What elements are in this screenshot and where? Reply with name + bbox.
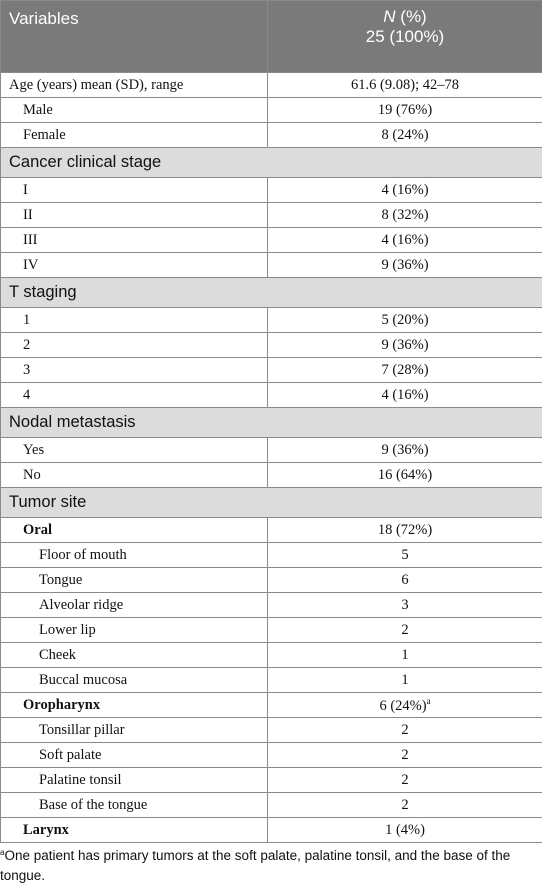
row-label: 1 xyxy=(1,308,268,333)
row-label: Age (years) mean (SD), range xyxy=(1,73,268,98)
row-label: Lower lip xyxy=(1,618,268,643)
row-label: Soft palate xyxy=(1,743,268,768)
row-value: 16 (64%) xyxy=(268,463,542,488)
section-title: Cancer clinical stage xyxy=(1,148,542,178)
row-label: Alveolar ridge xyxy=(1,593,268,618)
row-label: Oropharynx xyxy=(1,693,268,718)
row-value: 2 xyxy=(268,793,542,818)
row-value: 7 (28%) xyxy=(268,358,542,383)
row-value: 4 (16%) xyxy=(268,178,542,203)
section-header-t-staging xyxy=(1,278,542,308)
table-row-female xyxy=(1,123,542,148)
row-label: Base of the tongue xyxy=(1,793,268,818)
row-value: 6 xyxy=(268,568,542,593)
table-row xyxy=(1,358,542,383)
table-row xyxy=(1,718,542,743)
header-variables: Variables xyxy=(1,1,268,73)
table-row xyxy=(1,643,542,668)
row-label: Tonsillar pillar xyxy=(1,718,268,743)
section-header-nodal xyxy=(1,408,542,438)
row-value: 3 xyxy=(268,593,542,618)
row-value: 4 (16%) xyxy=(268,383,542,408)
table-row xyxy=(1,618,542,643)
header-total: 25 (100%) xyxy=(366,27,444,46)
oropharynx-value: 6 (24%) xyxy=(379,698,426,714)
section-title: T staging xyxy=(1,278,542,308)
row-label: Tongue xyxy=(1,568,268,593)
table-header-row xyxy=(1,1,542,73)
header-pct: (%) xyxy=(400,7,426,26)
section-title: Nodal metastasis xyxy=(1,408,542,438)
row-label: Yes xyxy=(1,438,268,463)
row-value: 4 (16%) xyxy=(268,228,542,253)
row-value: 18 (72%) xyxy=(268,518,542,543)
row-label: No xyxy=(1,463,268,488)
row-label: Floor of mouth xyxy=(1,543,268,568)
table-row xyxy=(1,793,542,818)
row-label: Buccal mucosa xyxy=(1,668,268,693)
table-footnote xyxy=(0,843,542,886)
table-row xyxy=(1,203,542,228)
row-value: 8 (32%) xyxy=(268,203,542,228)
table-row xyxy=(1,668,542,693)
row-label: 3 xyxy=(1,358,268,383)
row-value: 9 (36%) xyxy=(268,333,542,358)
row-label: Palatine tonsil xyxy=(1,768,268,793)
header-n-percent xyxy=(268,1,542,73)
table-row xyxy=(1,543,542,568)
row-value: 9 (36%) xyxy=(268,438,542,463)
section-title: Tumor site xyxy=(1,488,542,518)
table-row xyxy=(1,228,542,253)
row-value: 2 xyxy=(268,618,542,643)
row-value: 5 xyxy=(268,543,542,568)
row-label: Oral xyxy=(1,518,268,543)
row-value: 1 (4%) xyxy=(268,818,542,843)
row-label: Male xyxy=(1,98,268,123)
row-label: 2 xyxy=(1,333,268,358)
table-row-oropharynx xyxy=(1,693,542,718)
row-label: I xyxy=(1,178,268,203)
footnote-mark: a xyxy=(0,848,4,857)
table-row-larynx xyxy=(1,818,542,843)
row-label: II xyxy=(1,203,268,228)
row-value: 8 (24%) xyxy=(268,123,542,148)
table-row xyxy=(1,593,542,618)
table-row-male xyxy=(1,98,542,123)
row-label: IV xyxy=(1,253,268,278)
table-row-oral xyxy=(1,518,542,543)
table-row xyxy=(1,333,542,358)
table-row xyxy=(1,383,542,408)
table-row xyxy=(1,438,542,463)
row-value: 5 (20%) xyxy=(268,308,542,333)
row-value xyxy=(268,693,542,718)
row-value: 9 (36%) xyxy=(268,253,542,278)
table-row xyxy=(1,463,542,488)
row-label: Larynx xyxy=(1,818,268,843)
footnote-marker: a xyxy=(427,696,431,706)
table-row xyxy=(1,743,542,768)
row-value: 2 xyxy=(268,768,542,793)
table-row xyxy=(1,253,542,278)
row-label: 4 xyxy=(1,383,268,408)
row-label: Cheek xyxy=(1,643,268,668)
row-value: 2 xyxy=(268,743,542,768)
table-row xyxy=(1,308,542,333)
table-row xyxy=(1,768,542,793)
row-value: 1 xyxy=(268,643,542,668)
table-row xyxy=(1,568,542,593)
table-row xyxy=(1,178,542,203)
table-row-age xyxy=(1,73,542,98)
row-label: III xyxy=(1,228,268,253)
row-value: 61.6 (9.08); 42–78 xyxy=(268,73,542,98)
footnote-text: One patient has primary tumors at the soft palate, palatine tonsil, and the base of the tongue. xyxy=(0,848,510,883)
row-value: 1 xyxy=(268,668,542,693)
row-label: Female xyxy=(1,123,268,148)
row-value: 19 (76%) xyxy=(268,98,542,123)
header-n: N xyxy=(383,7,395,26)
section-header-stage xyxy=(1,148,542,178)
section-header-tumor-site xyxy=(1,488,542,518)
row-value: 2 xyxy=(268,718,542,743)
